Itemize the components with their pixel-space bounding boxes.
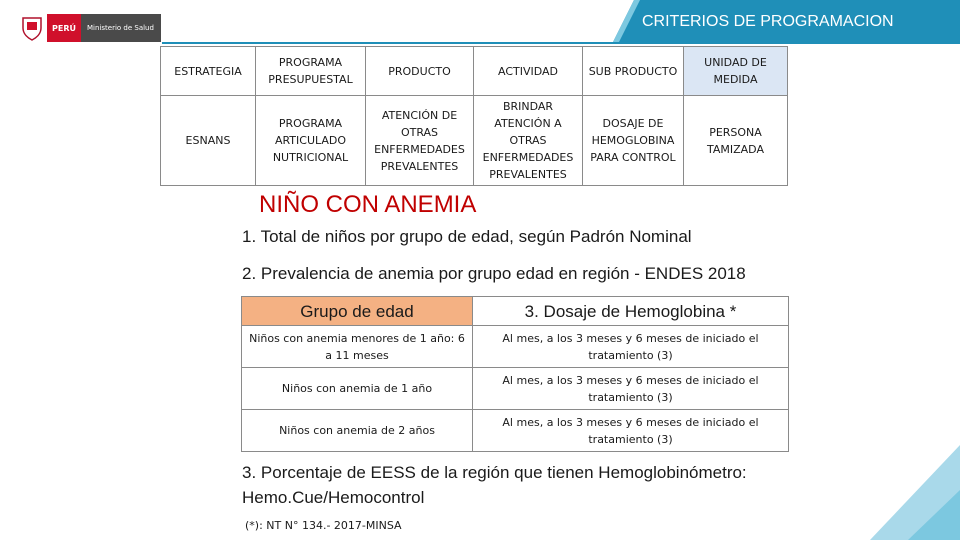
header-dosaje: 3. Dosaje de Hemoglobina * xyxy=(473,297,789,326)
cell-estrategia: ESNANS xyxy=(161,96,256,186)
header-unidad: UNIDAD DE MEDIDA xyxy=(684,47,788,96)
item-1: 1. Total de niños por grupo de edad, según Padrón Nominal xyxy=(242,227,692,246)
coat-of-arms-icon xyxy=(21,15,43,41)
criteria-table xyxy=(160,46,788,186)
ministry-logo xyxy=(21,13,161,43)
corner-decoration xyxy=(870,445,960,540)
age-header-row xyxy=(242,297,789,326)
header-producto: PRODUCTO xyxy=(366,47,474,96)
cell-subproducto: DOSAJE DE HEMOGLOBINA PARA CONTROL xyxy=(583,96,684,186)
age-table xyxy=(241,296,789,452)
header-divider xyxy=(162,42,960,44)
table-row xyxy=(242,368,789,410)
row2-group: Niños con anemia de 1 año xyxy=(242,368,473,410)
criteria-header-row xyxy=(161,47,788,96)
item-3-line2: Hemo.Cue/Hemocontrol xyxy=(242,488,425,507)
item-3-line1: 3. Porcentaje de EESS de la región que tienen Hemoglobinómetro: xyxy=(242,463,747,482)
row3-dosage: Al mes, a los 3 meses y 6 meses de iniciado el tratamiento (3) xyxy=(473,410,789,452)
row1-group: Niños con anemia menores de 1 año: 6 a 11 meses xyxy=(242,326,473,368)
row2-dosage: Al mes, a los 3 meses y 6 meses de iniciado el tratamiento (3) xyxy=(473,368,789,410)
header-grupo-edad: Grupo de edad xyxy=(242,297,473,326)
criteria-row xyxy=(161,96,788,186)
header-actividad: ACTIVIDAD xyxy=(474,47,583,96)
table-row xyxy=(242,410,789,452)
row1-dosage: Al mes, a los 3 meses y 6 meses de iniciado el tratamiento (3) xyxy=(473,326,789,368)
row3-group: Niños con anemia de 2 años xyxy=(242,410,473,452)
page-title: CRITERIOS DE PROGRAMACION xyxy=(642,13,894,30)
table-row xyxy=(242,326,789,368)
header-subproducto: SUB PRODUCTO xyxy=(583,47,684,96)
logo-ministry: Ministerio de Salud xyxy=(81,14,161,42)
section-title: NIÑO CON ANEMIA xyxy=(259,191,477,218)
footnote: (*): NT N° 134.- 2017-MINSA xyxy=(245,519,402,532)
cell-unidad: PERSONA TAMIZADA xyxy=(684,96,788,186)
header-programa: PROGRAMA PRESUPUESTAL xyxy=(256,47,366,96)
item-2: 2. Prevalencia de anemia por grupo edad en región - ENDES 2018 xyxy=(242,264,746,283)
cell-producto: ATENCIÓN DE OTRAS ENFERMEDADES PREVALENTES xyxy=(366,96,474,186)
cell-actividad: BRINDAR ATENCIÓN A OTRAS ENFERMEDADES PREVALENTES xyxy=(474,96,583,186)
header-estrategia: ESTRATEGIA xyxy=(161,47,256,96)
logo-country: PERÚ xyxy=(47,14,81,42)
cell-programa: PROGRAMA ARTICULADO NUTRICIONAL xyxy=(256,96,366,186)
